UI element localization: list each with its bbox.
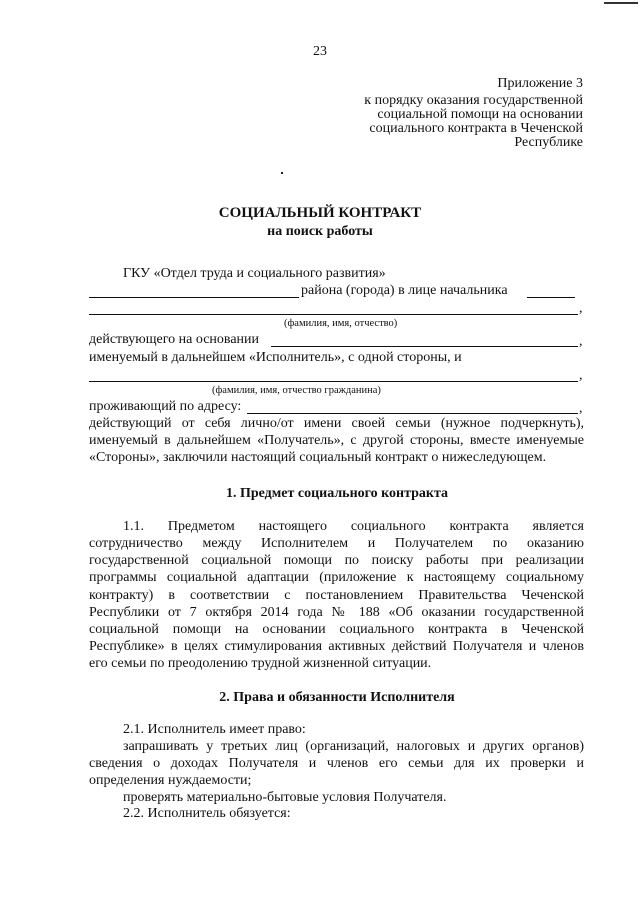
section-1-line: Республике» в целях стимулирования активных действий Получателя и членов [89, 639, 584, 654]
acting-basis-blank [271, 346, 578, 347]
page-number: 23 [313, 44, 327, 59]
district-text: района (города) в лице начальника [301, 283, 508, 298]
citizen-name-blank [89, 381, 578, 382]
section-2-title: 2. Права и обязанности Исполнителя [219, 690, 455, 705]
clause-2-2: 2.2. Исполнитель обязуется: [123, 806, 291, 821]
executor-named-text: именуемый в дальнейшем «Исполнитель», с одной стороны, и [89, 350, 462, 365]
section-1-line: сотрудничество между Исполнителем и Получателем по оказанию [89, 536, 584, 551]
org-name: ГКУ «Отдел труда и социального развития» [123, 266, 386, 281]
section-1-line: государственной социальной помощи по поиску работы при реализации [89, 553, 584, 568]
appendix-line: социальной помощи на основании [377, 107, 583, 122]
section-1-line: контракту) в соответствии с постановлением Правительства Чеченской [89, 588, 584, 603]
address-blank [247, 413, 578, 414]
clause-2-1: 2.1. Исполнитель имеет право: [123, 722, 306, 737]
address-text: проживающий по адресу: [89, 399, 242, 414]
section-1-line: программы социальной адаптации (приложение к настоящему социальному [89, 570, 584, 585]
section-1-line: социальной помощи на основании социального контракта в Чеченской [89, 622, 584, 637]
fio-caption: (фамилия, имя, отчество) [284, 318, 398, 329]
document-title: СОЦИАЛЬНЫЙ КОНТРАКТ [218, 205, 422, 221]
request-line-last: определения нуждаемости; [89, 773, 252, 788]
section-1-line: Республики от 7 октября 2014 года № 188 «Об оказании государственной [89, 605, 584, 620]
acting-line-last: «Стороны», заключили настоящий социальный контракт о нижеследующем. [89, 450, 547, 465]
appendix-line: социального контракта в Чеченской [369, 121, 583, 136]
comma: , [579, 368, 583, 383]
appendix-line: Республике [514, 135, 583, 150]
comma: , [579, 401, 583, 416]
acting-line: действующий от себя лично/от имени своей семьи (нужное подчеркнуть), [89, 416, 584, 431]
head-blank [527, 297, 575, 298]
document-subtitle: на поиск работы [267, 224, 373, 239]
citizen-caption: (фамилия, имя, отчество гражданина) [212, 385, 381, 396]
check-conditions: проверять материально-бытовые условия Получателя. [123, 790, 447, 805]
acting-basis-text: действующего на основании [89, 332, 260, 347]
scan-edge-mark [604, 2, 638, 4]
appendix-line: к порядку оказания государственной [364, 93, 583, 108]
comma: , [579, 301, 583, 316]
request-line: сведения о доходах Получателя и членов его семьи для их проверки и [89, 756, 584, 771]
district-blank [89, 297, 299, 298]
section-1-title: 1. Предмет социального контракта [225, 486, 449, 501]
acting-line: именуемый в дальнейшем «Получатель», с другой стороны, вместе именуемые [89, 433, 584, 448]
section-1-line-last: его семьи по преодолению трудной жизненной ситуации. [89, 656, 432, 671]
head-name-blank [89, 314, 578, 315]
comma: , [579, 334, 583, 349]
section-1-line: 1.1. Предметом настоящего социального контракта является [123, 519, 584, 534]
appendix-title: Приложение 3 [497, 76, 583, 91]
request-line: запрашивать у третьих лиц (организаций, налоговых и других органов) [123, 739, 584, 754]
scan-speck [281, 172, 283, 174]
